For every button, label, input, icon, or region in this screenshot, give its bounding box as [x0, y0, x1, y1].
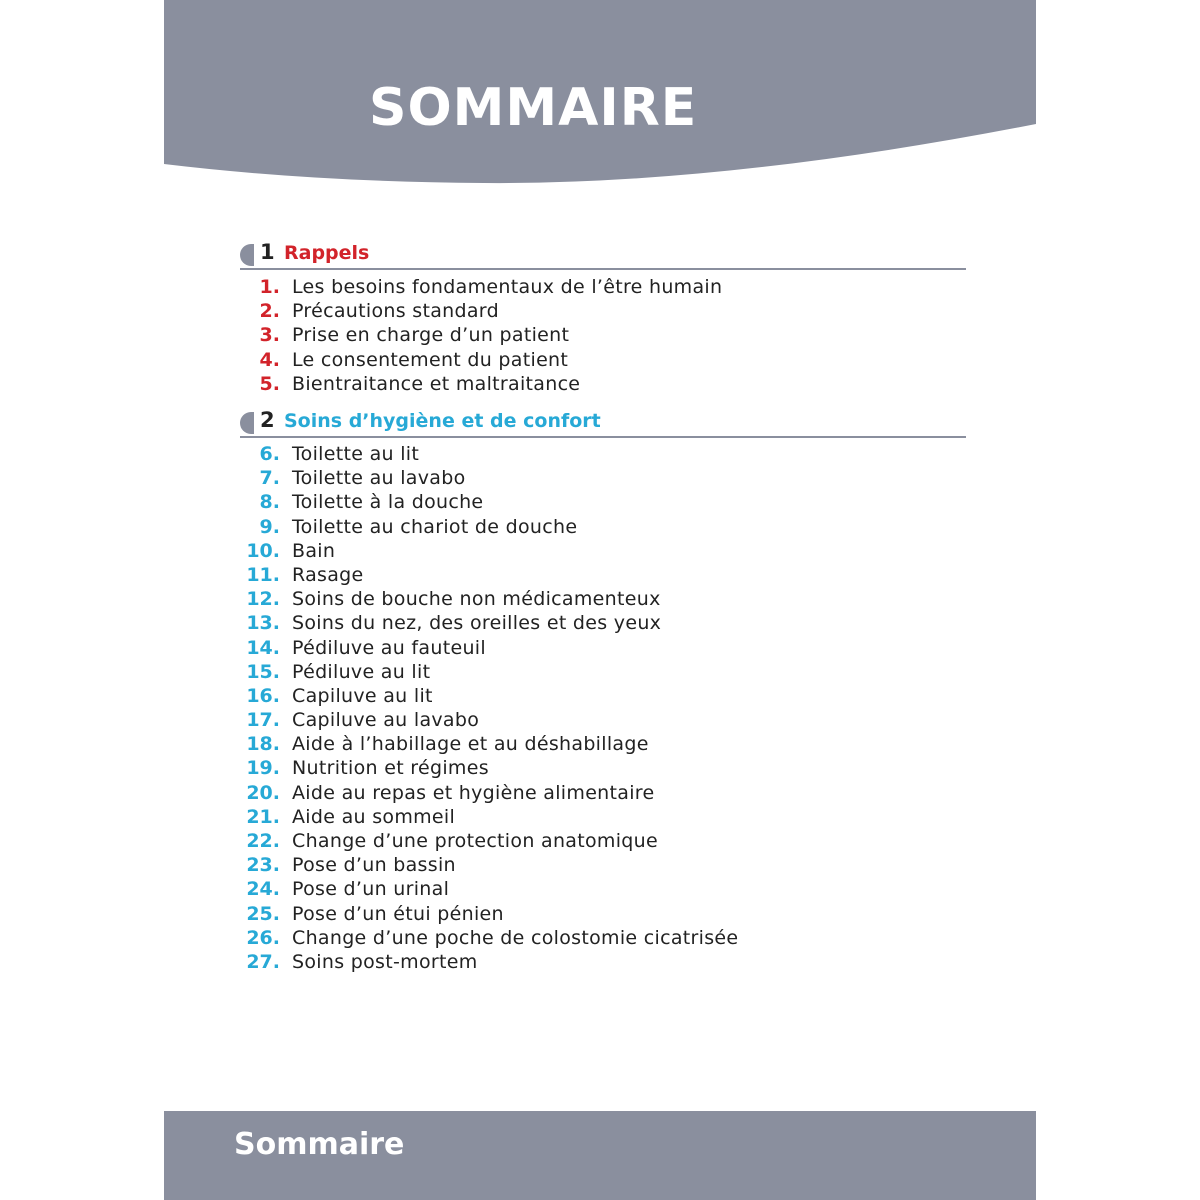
toc-number: 9.: [259, 515, 280, 538]
toc-label: Nutrition et régimes: [292, 757, 489, 780]
toc-label: Pédiluve au lit: [292, 660, 431, 683]
toc-item[interactable]: [164, 324, 1036, 348]
toc-label: Capiluve au lavabo: [292, 709, 480, 732]
toc-item[interactable]: [164, 467, 1036, 491]
toc-label: Aide au repas et hygiène alimentaire: [292, 781, 655, 804]
toc-label: Pose d’un urinal: [292, 878, 450, 901]
section-title: Soins d’hygiène et de confort: [284, 410, 601, 432]
toc-number: 7.: [259, 467, 280, 490]
toc-number: 12.: [246, 588, 280, 611]
document-page: [164, 0, 1036, 1200]
toc-item[interactable]: [164, 373, 1036, 397]
toc-label: Pose d’un étui pénien: [292, 902, 504, 925]
footer-band: [164, 1111, 1036, 1200]
toc-item[interactable]: [164, 927, 1036, 951]
toc-label: Toilette au lavabo: [292, 467, 466, 490]
toc-label: Aide au sommeil: [292, 805, 456, 828]
toc-item[interactable]: [164, 637, 1036, 661]
toc-label: Pédiluve au fauteuil: [292, 636, 486, 659]
toc-number: 17.: [246, 709, 280, 732]
section-tab-marker: [240, 412, 254, 434]
toc-item[interactable]: [164, 612, 1036, 636]
toc-number: 26.: [246, 926, 280, 949]
toc-number: 15.: [246, 660, 280, 683]
toc-item[interactable]: [164, 685, 1036, 709]
toc-item[interactable]: [164, 806, 1036, 830]
toc-item[interactable]: [164, 443, 1036, 467]
toc-label: Toilette au chariot de douche: [292, 515, 578, 538]
toc-item[interactable]: [164, 300, 1036, 324]
toc-label: Prise en charge d’un patient: [292, 324, 570, 347]
toc-label: Pose d’un bassin: [292, 854, 456, 877]
toc-item[interactable]: [164, 661, 1036, 685]
toc-number: 5.: [259, 372, 280, 395]
toc-label: Précautions standard: [292, 300, 499, 323]
page-title: SOMMAIRE: [369, 78, 698, 138]
toc-number: 11.: [246, 563, 280, 586]
toc-item[interactable]: [164, 733, 1036, 757]
toc-number: 21.: [246, 805, 280, 828]
toc-number: 19.: [246, 757, 280, 780]
toc-item[interactable]: [164, 564, 1036, 588]
toc-label: Soins du nez, des oreilles et des yeux: [292, 612, 662, 635]
toc-label: Toilette à la douche: [292, 491, 484, 514]
toc-item[interactable]: [164, 709, 1036, 733]
toc-number: 4.: [259, 348, 280, 371]
toc-label: Change d’une protection anatomique: [292, 830, 658, 852]
toc-number: 10.: [246, 539, 280, 562]
toc-item[interactable]: [164, 540, 1036, 564]
toc-item[interactable]: [164, 854, 1036, 878]
section-list-rappels: [164, 276, 1036, 397]
toc-label: Soins de bouche non médicamenteux: [292, 588, 661, 611]
toc-number: 16.: [246, 684, 280, 707]
toc-item[interactable]: [164, 276, 1036, 300]
toc-number: 3.: [259, 324, 280, 347]
toc-label: Capiluve au lit: [292, 684, 433, 707]
section-tab-marker: [240, 244, 254, 266]
toc-label: Les besoins fondamentaux de l’être humain: [292, 276, 723, 298]
toc-item[interactable]: [164, 830, 1036, 854]
toc-item[interactable]: [164, 757, 1036, 781]
toc-label: Aide à l’habillage et au déshabillage: [292, 733, 649, 756]
toc-item[interactable]: [164, 903, 1036, 927]
toc-item[interactable]: [164, 588, 1036, 612]
toc-number: 27.: [246, 950, 280, 973]
toc-item[interactable]: [164, 951, 1036, 975]
toc-number: 22.: [246, 830, 280, 852]
toc-number: 2.: [259, 300, 280, 323]
toc-label: Le consentement du patient: [292, 348, 569, 371]
toc-label: Soins post-mortem: [292, 950, 478, 973]
section-title: Rappels: [284, 242, 370, 264]
section-number: 1: [260, 240, 275, 264]
toc-item[interactable]: [164, 516, 1036, 540]
toc-label: Change d’une poche de colostomie cicatrisée: [292, 926, 739, 949]
toc-number: 1.: [259, 276, 280, 298]
section-list-soins-hygiene: [164, 443, 1036, 975]
toc-number: 24.: [246, 878, 280, 901]
toc-number: 13.: [246, 612, 280, 635]
toc-item[interactable]: [164, 782, 1036, 806]
toc-item[interactable]: [164, 349, 1036, 373]
toc-number: 23.: [246, 854, 280, 877]
footer-title: Sommaire: [234, 1127, 405, 1162]
toc-label: Rasage: [292, 563, 364, 586]
toc-label: Toilette au lit: [292, 443, 420, 465]
toc-item[interactable]: [164, 878, 1036, 902]
toc-item[interactable]: [164, 491, 1036, 515]
section-header-soins-hygiene: [240, 410, 966, 438]
toc-number: 20.: [246, 781, 280, 804]
toc-number: 8.: [259, 491, 280, 514]
toc-number: 6.: [259, 443, 280, 465]
toc-label: Bientraitance et maltraitance: [292, 372, 581, 395]
section-number: 2: [260, 408, 275, 432]
toc-number: 14.: [246, 636, 280, 659]
toc-label: Bain: [292, 539, 336, 562]
toc-number: 25.: [246, 902, 280, 925]
toc-number: 18.: [246, 733, 280, 756]
section-header-rappels: [240, 242, 966, 270]
